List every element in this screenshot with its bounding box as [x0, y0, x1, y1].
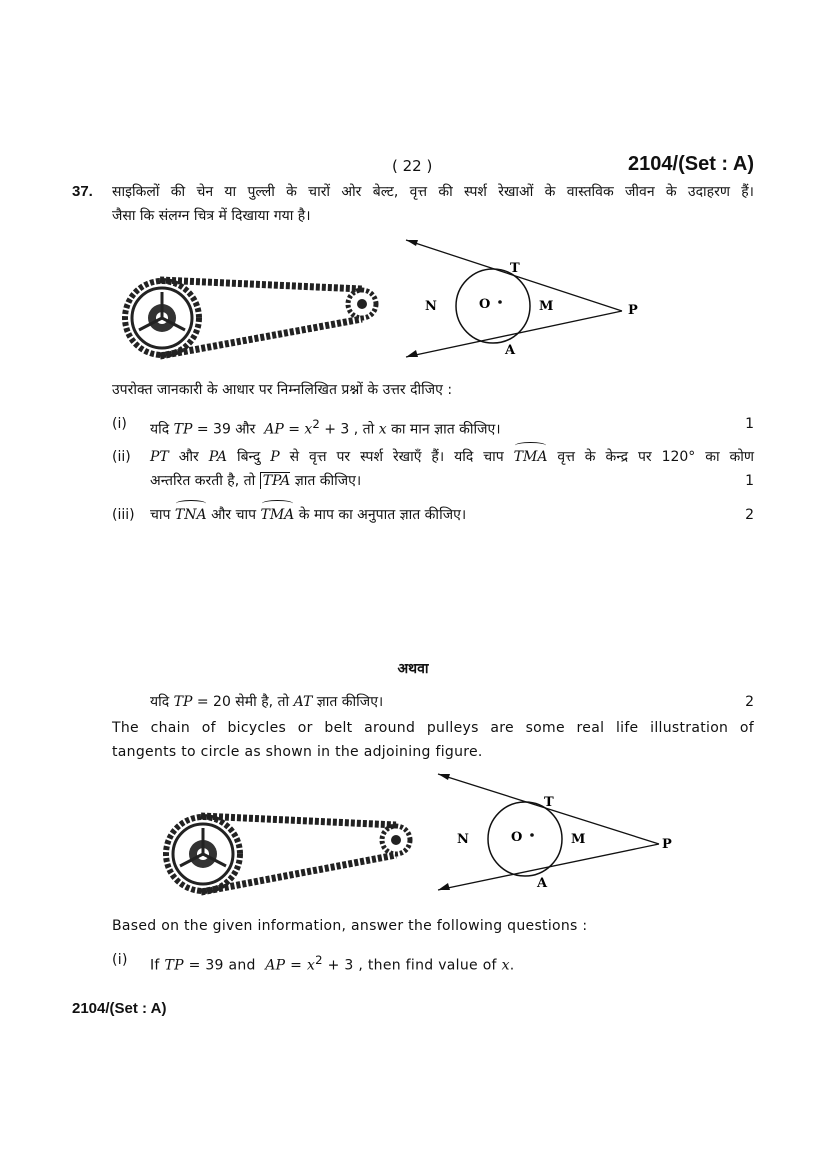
marks: 2	[745, 694, 754, 710]
page-number: ( 22 )	[392, 157, 433, 175]
math-x: x	[378, 421, 387, 438]
marks: 2	[745, 507, 754, 523]
math-pt: PT	[150, 449, 169, 465]
tangent-circle-drawing	[438, 774, 659, 890]
english-intro-line-2: tangents to circle as shown in the adjoining figure.	[112, 744, 483, 760]
hindi-intro-line-1: साइकिलों की चेन या पुल्ली के चारों ओर बेल्ट, वृत्त की स्पर्श रेखाओं के वास्तविक जीवन के उदाहरण हैं।	[112, 184, 754, 200]
math-x: x	[501, 957, 510, 974]
hindi-part-i	[112, 412, 754, 436]
label-N: N	[425, 299, 437, 314]
label-N: N	[457, 832, 469, 847]
marks: 1	[745, 416, 754, 432]
part-text	[150, 503, 466, 527]
part-text	[150, 690, 383, 714]
english-intro-line-1: The chain of bicycles or belt around pulleys are some real life illustration of	[112, 720, 754, 736]
part-text	[150, 412, 501, 442]
part-text-line-1	[150, 445, 754, 469]
text: अन्तरित करती है, तो	[150, 473, 256, 489]
english-part-i	[112, 948, 754, 972]
text: वृत्त के केन्द्र पर 120° का कोण	[557, 449, 755, 465]
label-A: A	[505, 343, 516, 358]
text: चाप	[150, 507, 171, 523]
math-pa: PA	[208, 449, 227, 465]
text: के माप का अनुपात ज्ञात कीजिए।	[298, 507, 467, 523]
hindi-prompt: उपरोक्त जानकारी के आधार पर निम्नलिखित प्रश्नों के उत्तर दीजिए :	[112, 382, 453, 398]
text: से वृत्त पर स्पर्श रेखाएँ हैं। यदि चाप	[289, 449, 504, 465]
text: = 39 और	[196, 421, 256, 438]
math-ap: AP	[265, 957, 286, 974]
question-number: 37.	[72, 183, 93, 200]
math-tp: TP	[173, 421, 193, 438]
arc-tma: TMA	[514, 445, 548, 469]
hindi-intro-line-2: जैसा कि संलग्न चित्र में दिखाया गया है।	[112, 208, 311, 224]
text: ज्ञात कीजिए।	[316, 694, 384, 710]
label-M: M	[571, 832, 586, 847]
marks: 1	[745, 473, 754, 489]
math-sup: 2	[315, 953, 323, 967]
math-eq: = x	[290, 957, 316, 974]
hindi-part-iii	[112, 503, 754, 527]
figure-bicycle-chain-tangents-2	[153, 768, 713, 903]
tangent-circle-drawing	[406, 240, 622, 357]
angle-tpa: TPA	[260, 472, 291, 489]
label-A: A	[537, 876, 548, 891]
math-eq: = x	[288, 421, 313, 438]
text: If	[150, 957, 160, 974]
part-label: (iii)	[112, 507, 135, 523]
part-label: (i)	[112, 952, 128, 968]
text: यदि	[150, 421, 170, 438]
math-p: P	[270, 449, 280, 465]
figure-bicycle-chain-tangents-1	[112, 232, 672, 367]
bicycle-chain-drawing	[125, 280, 376, 356]
label-M: M	[539, 299, 554, 314]
math-at: AT	[293, 694, 313, 710]
label-O: O	[511, 830, 523, 845]
text: + 3 , तो	[324, 421, 375, 438]
text: = 39 and	[188, 957, 256, 974]
text: और	[178, 449, 199, 465]
part-text	[150, 948, 515, 978]
text: .	[509, 957, 515, 974]
label-P: P	[662, 837, 672, 852]
hindi-part-ii	[112, 445, 754, 493]
math-ap: AP	[264, 421, 284, 438]
label-P: P	[628, 303, 638, 318]
label-T: T	[544, 795, 554, 810]
header-set-code: 2104/(Set : A)	[628, 153, 754, 175]
math-tp: TP	[173, 694, 193, 710]
label-O: O	[479, 297, 491, 312]
text: का मान ज्ञात कीजिए।	[391, 421, 501, 438]
math-sup: 2	[312, 417, 320, 431]
text: यदि	[150, 694, 170, 710]
text: + 3 , then find value of	[327, 957, 497, 974]
arc-tna: TNA	[175, 503, 207, 527]
text: बिन्दु	[236, 449, 261, 465]
text: = 20 सेमी है, तो	[196, 694, 290, 710]
arc-tma: TMA	[261, 503, 295, 527]
or-heading: अथवा	[397, 661, 429, 677]
bicycle-chain-drawing	[166, 816, 410, 892]
or-part	[112, 690, 754, 714]
text: ज्ञात कीजिए।	[294, 473, 362, 489]
footer-set-code: 2104/(Set : A)	[72, 1000, 167, 1017]
label-T: T	[510, 261, 520, 276]
english-prompt: Based on the given information, answer the following questions :	[112, 918, 588, 934]
math-tp: TP	[164, 957, 184, 974]
part-text-line-2	[150, 469, 361, 493]
part-label: (ii)	[112, 449, 131, 465]
part-label: (i)	[112, 416, 127, 432]
text: और चाप	[211, 507, 257, 523]
